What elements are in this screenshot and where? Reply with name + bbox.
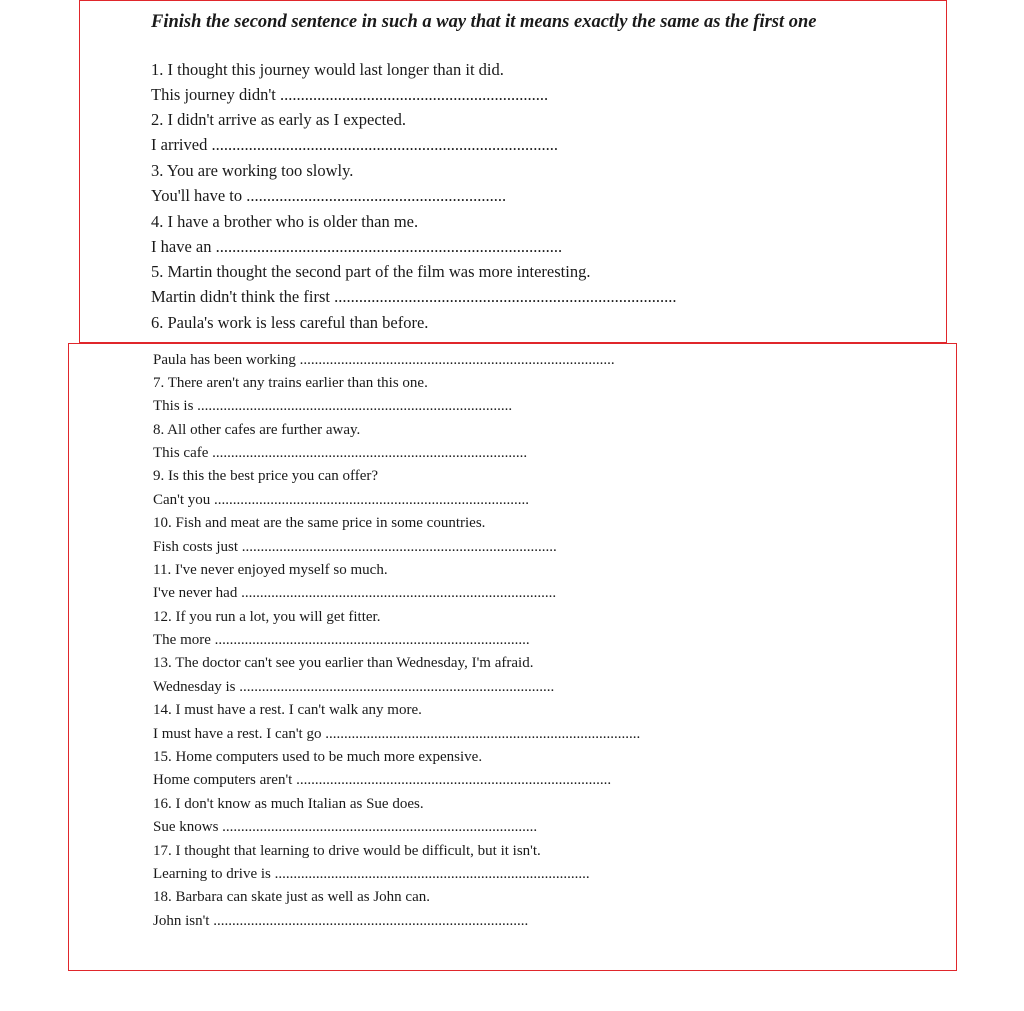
question-1: 1. I thought this journey would last longer than it did. [151,60,504,79]
answer-line-5: Martin didn't think the first ................................................................................... [151,287,677,306]
question-13: 13. The doctor can't see you earlier than Wednesday, I'm afraid. [153,655,534,671]
question-17: 17. I thought that learning to drive would be difficult, but it isn't. [153,843,541,859]
question-16: 16. I don't know as much Italian as Sue does. [153,796,424,812]
answer-line-8: This cafe .................................................................................... [153,445,528,461]
answer-line-17: Learning to drive is .................................................................................... [153,866,590,882]
question-2: 2. I didn't arrive as early as I expected. [151,110,406,129]
question-18: 18. Barbara can skate just as well as John can. [153,889,430,905]
answer-line-7: This is .................................................................................... [153,398,513,414]
answer-line-3: You'll have to ............................................................... [151,186,507,205]
answer-line-15: Home computers aren't .................................................................................... [153,772,612,788]
answer-line-18: John isn't .................................................................................... [153,913,529,929]
question-6: 6. Paula's work is less careful than before. [151,313,429,332]
question-14: 14. I must have a rest. I can't walk any more. [153,702,422,718]
question-3: 3. You are working too slowly. [151,161,354,180]
answer-line-12: The more .................................................................................... [153,632,530,648]
answer-line-6: Paula has been working .................................................................................... [153,352,615,368]
question-8: 8. All other cafes are further away. [153,422,361,438]
answer-line-13: Wednesday is .................................................................................... [153,679,555,695]
question-5: 5. Martin thought the second part of the film was more interesting. [151,262,591,281]
question-11: 11. I've never enjoyed myself so much. [153,562,388,578]
question-12: 12. If you run a lot, you will get fitter. [153,609,381,625]
question-10: 10. Fish and meat are the same price in some countries. [153,515,486,531]
instruction-title: Finish the second sentence in such a way that it means exactly the same as the first one [151,12,817,32]
answer-line-1: This journey didn't ................................................................. [151,85,549,104]
answer-line-9: Can't you .................................................................................... [153,492,530,508]
answer-line-10: Fish costs just .................................................................................... [153,539,557,555]
question-4: 4. I have a brother who is older than me. [151,212,419,231]
question-15: 15. Home computers used to be much more expensive. [153,749,483,765]
answer-line-11: I've never had .................................................................................... [153,585,557,601]
answer-line-4: I have an .................................................................................... [151,237,563,256]
question-7: 7. There aren't any trains earlier than this one. [153,375,428,391]
answer-line-16: Sue knows .................................................................................... [153,819,538,835]
answer-line-14: I must have a rest. I can't go .................................................................................... [153,726,641,742]
question-9: 9. Is this the best price you can offer? [153,468,379,484]
answer-line-2: I arrived .................................................................................... [151,135,558,154]
